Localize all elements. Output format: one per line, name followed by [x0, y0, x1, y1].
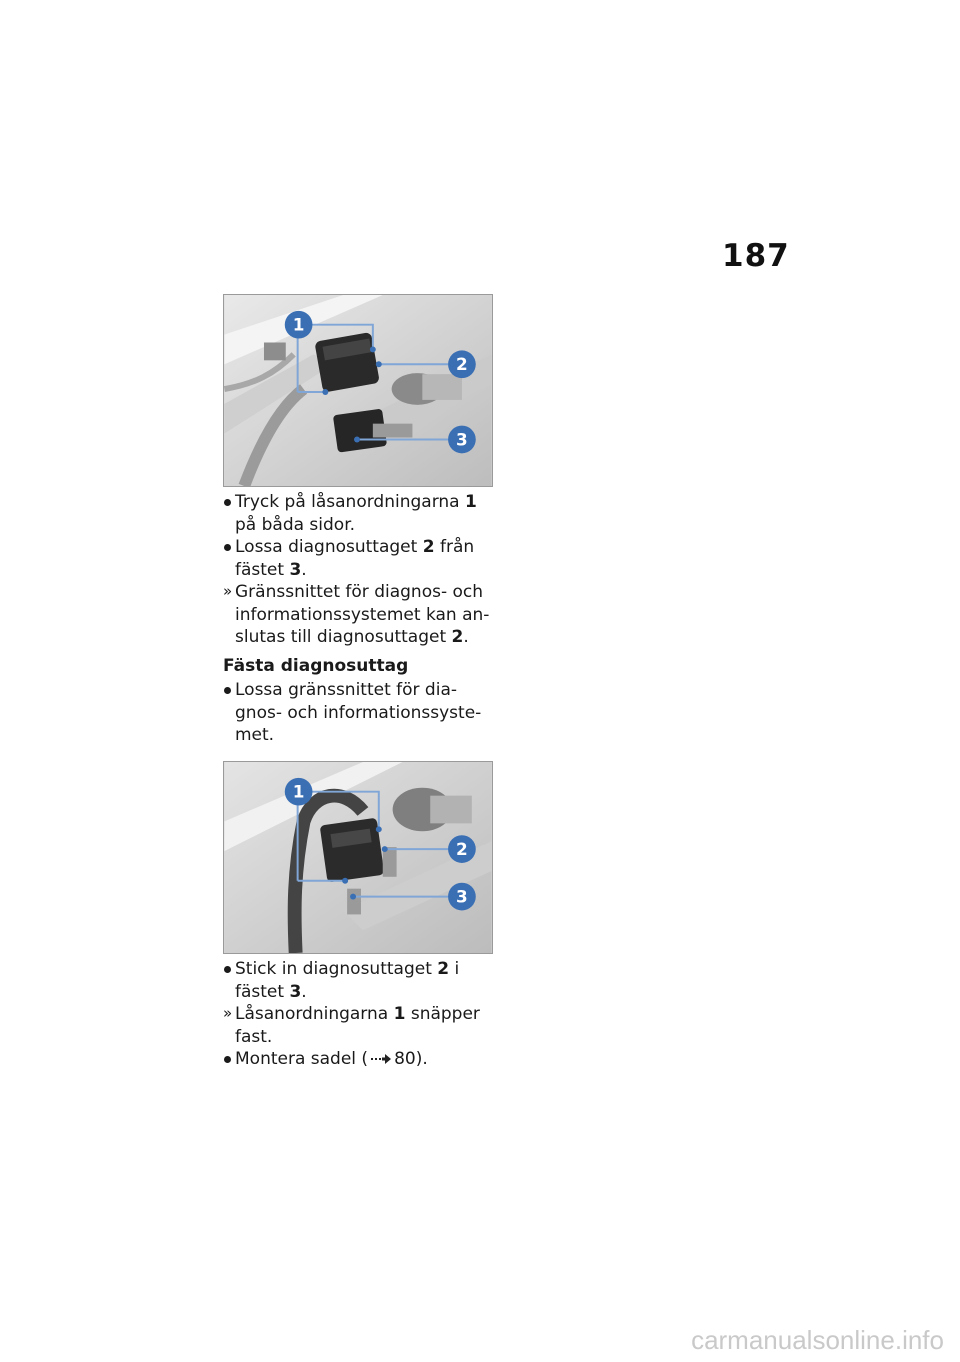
figure-diagnosis-socket-install — [223, 761, 493, 954]
result-arrow-icon: » — [223, 1004, 233, 1022]
step-list-fastening — [223, 679, 495, 747]
ref-number: 3 — [289, 559, 302, 580]
page-reference-link[interactable]: 80 — [394, 1049, 416, 1069]
page-reference-arrow-icon — [370, 1053, 392, 1065]
illustration-1 — [224, 295, 492, 486]
ref-number: 3 — [289, 981, 302, 1002]
result-arrow-icon: » — [223, 582, 233, 600]
list-item: » Låsanordningarna 1 snäpper fast. — [223, 1004, 480, 1047]
callout-2 — [448, 350, 476, 378]
callout-1 — [285, 778, 313, 806]
list-item: Lossa diagnosuttaget 2 från fästet 3. — [235, 537, 475, 580]
list-item: Lossa gränssnittet för dia-gnos- och informationssyste-met. — [235, 680, 482, 745]
callout-2 — [448, 835, 476, 863]
ref-number: 1 — [464, 492, 477, 512]
callout-3 — [448, 883, 476, 911]
step-list-install — [223, 958, 495, 1071]
step-list-removal — [223, 491, 495, 649]
svg-text:3: 3 — [456, 429, 468, 450]
svg-text:3: 3 — [456, 886, 468, 907]
svg-text:1: 1 — [292, 314, 305, 335]
list-item: Montera sadel ( 80). — [235, 1049, 428, 1069]
ref-number: 2 — [422, 537, 435, 557]
ref-number: 2 — [437, 959, 450, 979]
section-heading: Fästa diagnosuttag — [223, 656, 409, 676]
ref-number: 2 — [451, 627, 464, 647]
list-item: » Gränssnittet för diagnos- och informationssystemet kan an-slutas till diagnosuttaget 2. — [223, 582, 490, 647]
footer-watermark: carmanualsonline.info — [691, 1325, 944, 1355]
svg-text:1: 1 — [292, 781, 305, 802]
svg-text:2: 2 — [456, 354, 468, 375]
figure-diagnosis-socket-removal — [223, 294, 493, 487]
svg-text:2: 2 — [456, 839, 468, 860]
illustration-2 — [224, 762, 492, 953]
callout-3 — [448, 426, 476, 454]
callout-1 — [285, 311, 313, 339]
list-item: Tryck på låsanordningarna 1 på båda sidor. — [235, 492, 477, 535]
ref-number: 1 — [393, 1004, 406, 1024]
page-number: 187 — [722, 238, 790, 274]
list-item: Stick in diagnosuttaget 2 i fästet 3. — [235, 959, 460, 1002]
